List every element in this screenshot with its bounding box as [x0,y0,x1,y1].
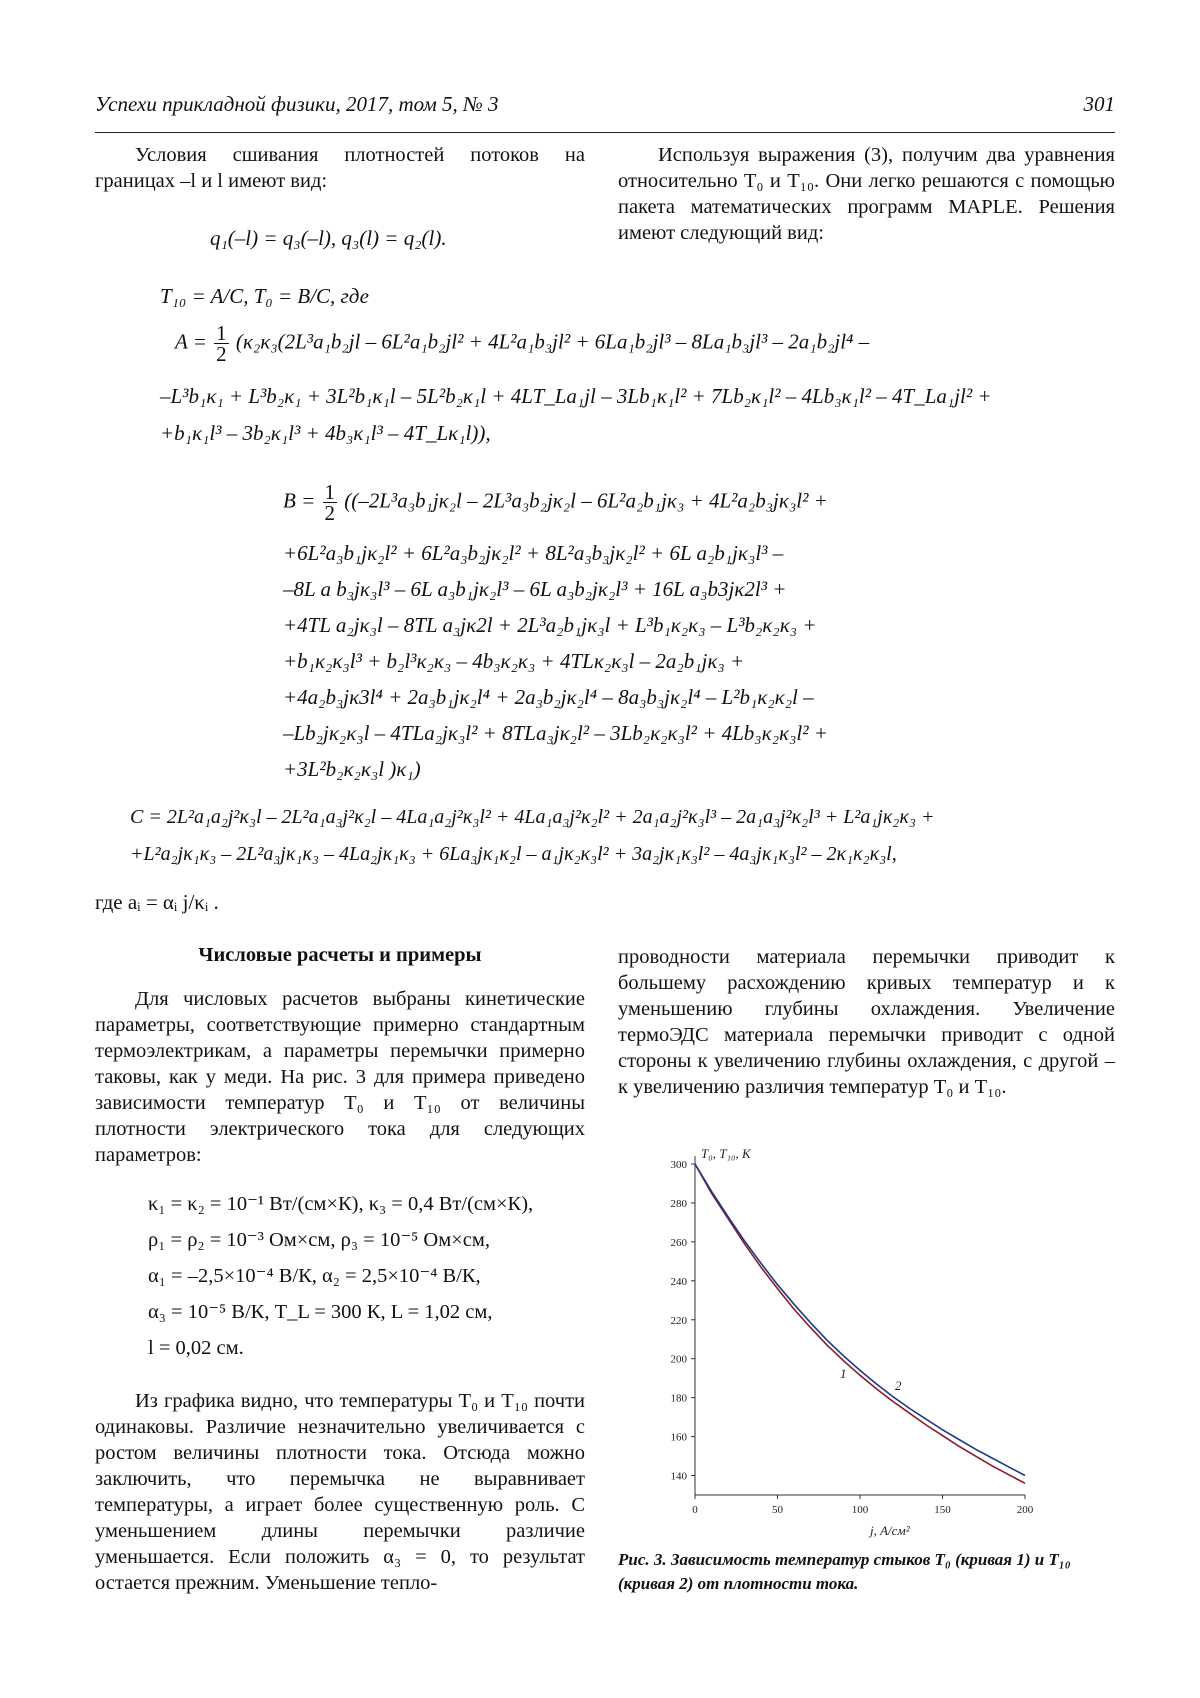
series-line-1 [695,1164,1025,1483]
section-heading: Числовые расчеты и примеры [198,944,482,966]
parameter-line: κ₁ = κ₂ = 10⁻¹ Вт/(см×К), κ₃ = 0,4 Вт/(см×К), [148,1193,534,1215]
y-tick-label: 180 [670,1392,687,1405]
solution-intro-text: Используя выражения (3), получим два уравнения относительно T₀ и T₁₀. Они легко решаются с помощью пакета математических программ MAPLE. Решения имеют следующий вид: [618,144,1115,244]
equation-b-line: –8L a b₃jκ₃l³ – 6L a₃b₁jκ₂l³ – 6L a₃b₂jκ₂l³ + 16L a₃b3jκ2l³ + [283,577,787,601]
equation-b-line: +4a₂b₃jκ3l⁴ + 2a₃b₁jκ₂l⁴ + 2a₃b₂jκ₂l⁴ – 8a₃b₃jκ₂l⁴ – L²b₁κ₂κ₂l – [283,685,814,709]
equation-b-line: +b₁κ₂κ₃l³ + b₂l³κ₂κ₃ – 4b₃κ₂κ₃ + 4TLκ₂κ₃l – 2a₂b₁jκ₃ + [283,649,745,673]
running-header [95,92,1115,133]
x-tick-label: 150 [934,1504,951,1516]
equation-a-body: (κ₂κ₃(2L³a₁b₂jl – 6L²a₁b₂jl² + 4L²a₁b₃jl² + 6La₁b₂jl³ – 8La₁b₃jl³ – 2a₁b₂jl⁴ – [235,329,870,354]
boundary-conditions-text: Условия сшивания плотностей потоков на границах –l и l имеют вид: [95,144,585,192]
fraction-numerator: 1 [216,321,227,345]
journal-title: Успехи прикладной физики, 2017, том 5, № 3 [95,92,499,116]
parameter-line: α₃ = 10⁻⁵ В/К, T_L = 300 К, L = 1,02 см, [148,1301,493,1323]
equation-b-line: +4TL a₂jκ₃l – 8TL a₃jκ2l + 2L³a₂b₁jκ₃l + L³b₁κ₂κ₃ – L³b₂κ₂κ₃ + [283,613,817,637]
curve-2-label: 2 [895,1377,902,1393]
temperature-chart [640,1140,1040,1540]
parameter-line: α₁ = –2,5×10⁻⁴ В/К, α₂ = 2,5×10⁻⁴ В/К, [148,1265,481,1287]
fraction-denominator: 2 [324,501,335,525]
y-axis-label: T₀, T₁₀, К [701,1146,751,1161]
fraction-numerator: 1 [324,480,335,504]
equation-b-body: ((–2L³a₃b₁jκ₂l – 2L³a₃b₂jκ₂l – 6L²a₂b₁jκ₃ + 4L²a₂b₃jκ₃l² + [344,488,828,513]
y-tick-label: 200 [670,1353,687,1366]
equation-a-fraction [214,323,229,364]
y-tick-label: 300 [670,1159,687,1171]
equation-a-line2: –L³b₁κ₁ + L³b₂κ₁ + 3L²b₁κ₁l – 5L²b₂κ₁l + 4LT_La₁jl – 3Lb₁κ₁l² + 7Lb₂κ₁l² – 4Lb₃κ₁l² – 4T_La₁jl² + [160,384,992,408]
parameter-line: l = 0,02 см. [148,1337,244,1359]
t-ratio-equation: T₁₀ = A/C, T₀ = B/C, где [160,284,369,308]
equation-b-line1 [283,482,828,523]
parameter-list [148,1186,533,1366]
y-tick-label: 280 [670,1197,687,1210]
equation-a-line3: +b₁κ₁l³ – 3b₂κ₁l³ + 4b₃κ₁l³ – 4T_Lκ₁l)), [160,421,491,445]
equation-a-prefix: A = [175,329,207,354]
fraction-denominator: 2 [216,342,227,366]
page-number: 301 [1083,92,1115,116]
parameter-line: ρ₁ = ρ₂ = 10⁻³ Ом×см, ρ₃ = 10⁻⁵ Ом×см, [148,1229,490,1251]
curve-1-label: 1 [840,1366,847,1382]
x-tick-label: 200 [1016,1504,1034,1516]
equation-b-line: –Lb₂jκ₂κ₃l – 4TLa₂jκ₃l² + 8TLa₃jκ₂l² – 3Lb₂κ₂κ₃l² + 4Lb₃κ₂κ₃l² + [283,721,828,745]
x-tick-label: 0 [692,1504,698,1516]
y-tick-label: 240 [670,1275,687,1288]
equation-c-line2: +L²a₂jκ₁κ₃ – 2L²a₃jκ₁κ₃ – 4La₂jκ₁κ₃ + 6La₃jκ₁κ₂l – a₁jκ₂κ₃l² + 3a₂jκ₁κ₃l² – 4a₃jκ₁κ₃l² – 2κ₁κ₂κ₃l, [130,843,897,865]
section-paragraph-1: Для числовых расчетов выбраны кинетические параметры, соответствующие примерно стандартным термоэлектрикам, а параметры перемычки примерно таковы, как у меди. На рис. 3 для примера приведено зависимости температур T₀ и T₁₀ от величины плотности электрического тока для следующих параметров: [95,988,585,1166]
section-paragraph-right: проводности материала перемычки приводит к большему расхождению кривых температур и к уменьшению глубины охлаждения. Увеличение термоЭДС материала перемычки приводит с одной стороны к увеличению глубины охлаждения, с другой – к увеличению различия температур T₀ и T₁₀. [618,946,1115,1098]
equation-b-prefix: B = [283,488,316,513]
y-tick-label: 160 [670,1431,687,1444]
equation-b-line: +3L²b₂κ₂κ₃l )κ₁) [283,757,421,781]
x-tick-label: 50 [772,1504,783,1516]
series-line-2 [695,1164,1025,1476]
definition-a-i: где aᵢ = αᵢ j/κᵢ . [95,890,219,914]
y-tick-label: 140 [670,1470,687,1483]
equation-a-line1 [175,323,869,364]
section-paragraph-2: Из графика видно, что температуры T₀ и T₁₀ почти одинаковы. Различие незначительно увеличивается с ростом величины плотности тока. Отсюда можно заключить, что перемычка не выравнивает температуры, а играет более существенную роль. С уменьшением длины перемычки различие уменьшается. Если положить α₃ = 0, то результат остается прежним. Уменьшение тепло- [95,1390,585,1594]
x-axis-label: j, А/см² [870,1523,910,1538]
y-tick-label: 220 [670,1314,687,1327]
equation-c-line1: C = 2L²a₁a₂j²κ₃l – 2L²a₁a₃j²κ₂l – 4La₁a₂j²κ₃l² + 4La₁a₃j²κ₂l² + 2a₁a₂j²κ₃l³ – 2a₁a₃j²κ₂l³ + L²a₁jκ₂κ₃ + [130,806,935,828]
x-tick-label: 100 [851,1504,869,1516]
figure-caption: Рис. 3. Зависимость температур стыков T₀ (кривая 1) и T₁₀ (кривая 2) от плотности тока. [618,1550,1071,1593]
y-tick-label: 260 [670,1236,687,1249]
boundary-conditions-equation: q₁(–l) = q₃(–l), q₃(l) = q₂(l). [210,226,447,250]
equation-b-fraction [323,482,338,523]
equation-b-line: +6L²a₃b₁jκ₂l² + 6L²a₃b₂jκ₂l² + 8L²a₃b₃jκ₂l² + 6L a₂b₁jκ₃l³ – [283,541,784,565]
